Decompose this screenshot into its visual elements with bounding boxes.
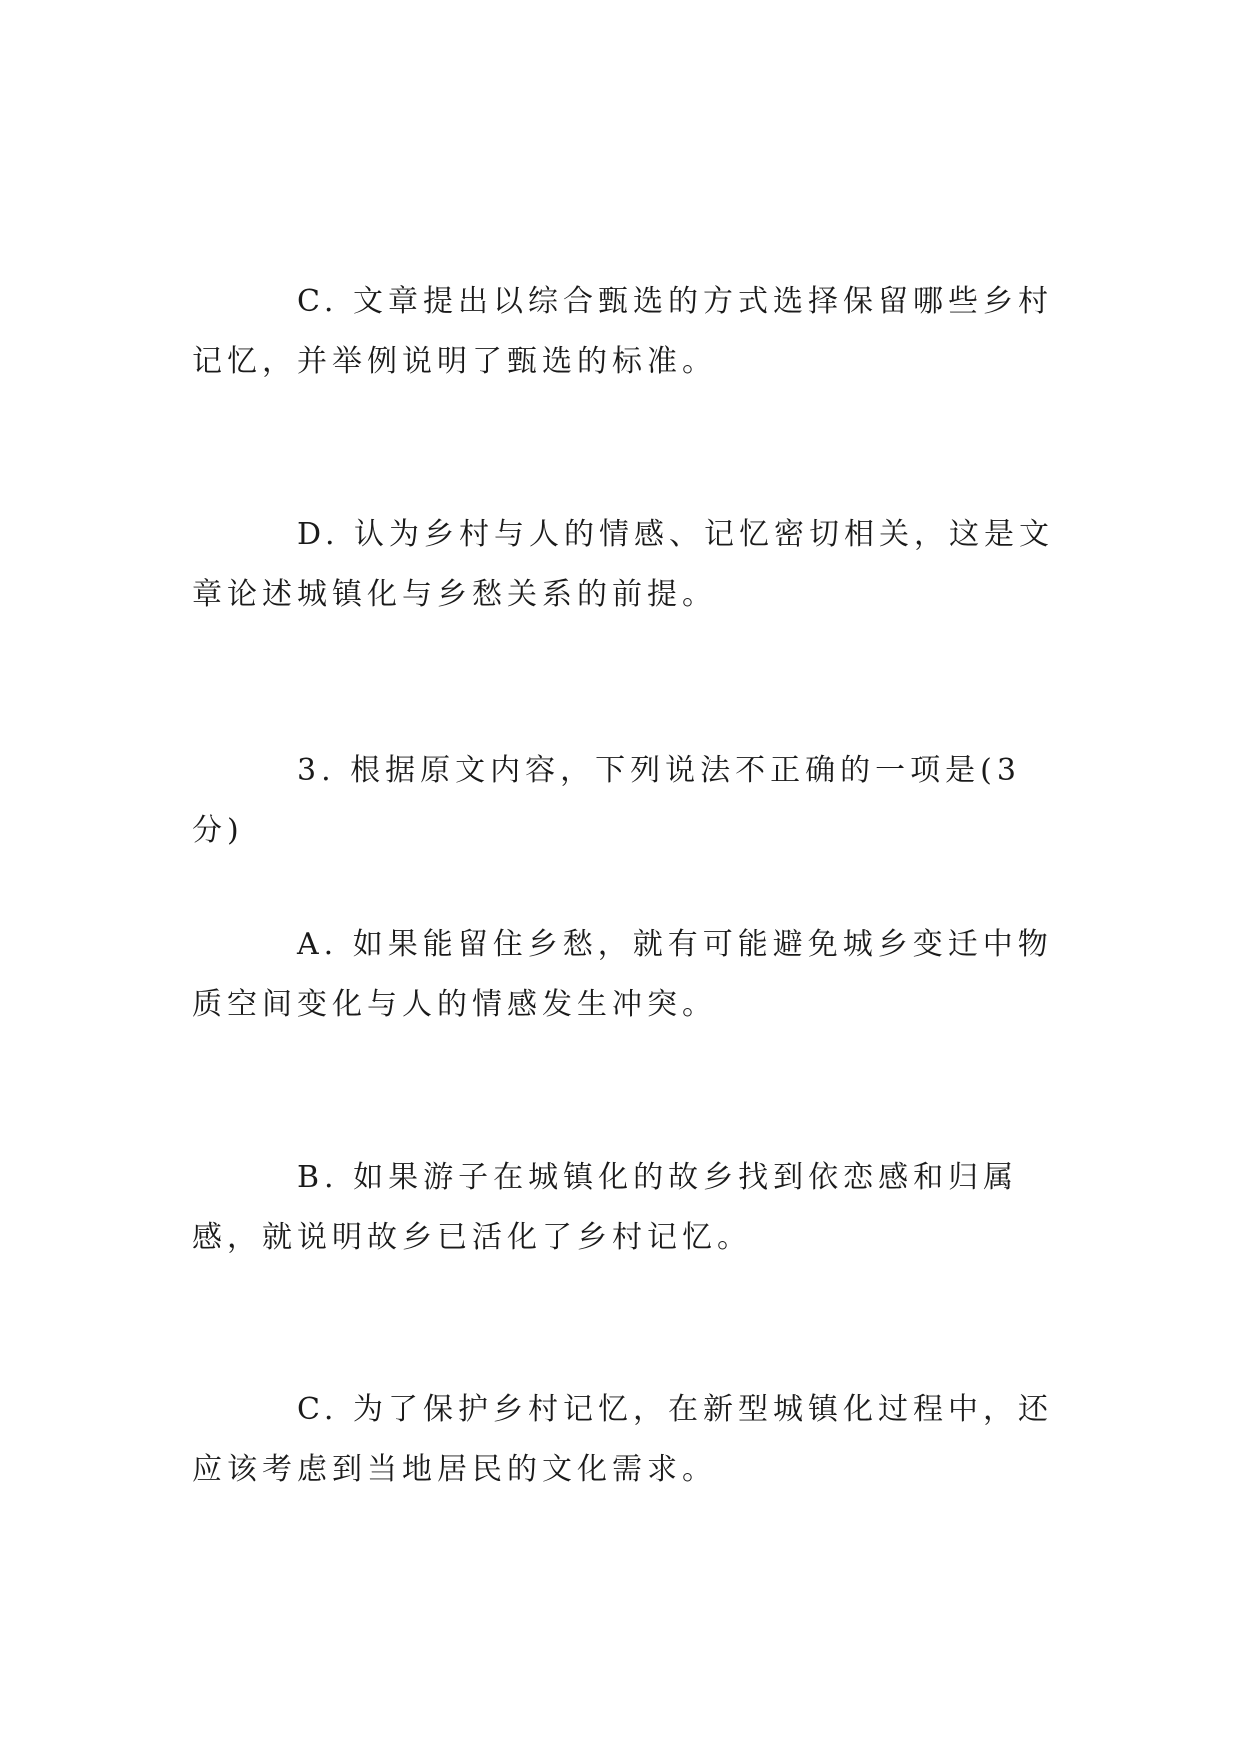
question-3-prompt: 3. 根据原文内容，下列说法不正确的一项是(3 分): [192, 753, 1021, 848]
option-d-question-2: D. 认为乡村与人的情感、记忆密切相关，这是文章论述城镇化与乡愁关系的前提。: [192, 517, 1055, 612]
option-c-question-3: C. 为了保护乡村记忆，在新型城镇化过程中，还应该考虑到当地居民的文化需求。: [192, 1392, 1053, 1487]
option-c-question-2: C. 文章提出以综合甄选的方式选择保留哪些乡村记忆，并举例说明了甄选的标准。: [192, 284, 1053, 379]
option-b-question-3: B. 如果游子在城镇化的故乡找到依恋感和归属感，就说明故乡已活化了乡村记忆。: [192, 1160, 1019, 1255]
option-a-question-3: A. 如果能留住乡愁，就有可能避免城乡变迁中物质空间变化与人的情感发生冲突。: [192, 927, 1053, 1022]
